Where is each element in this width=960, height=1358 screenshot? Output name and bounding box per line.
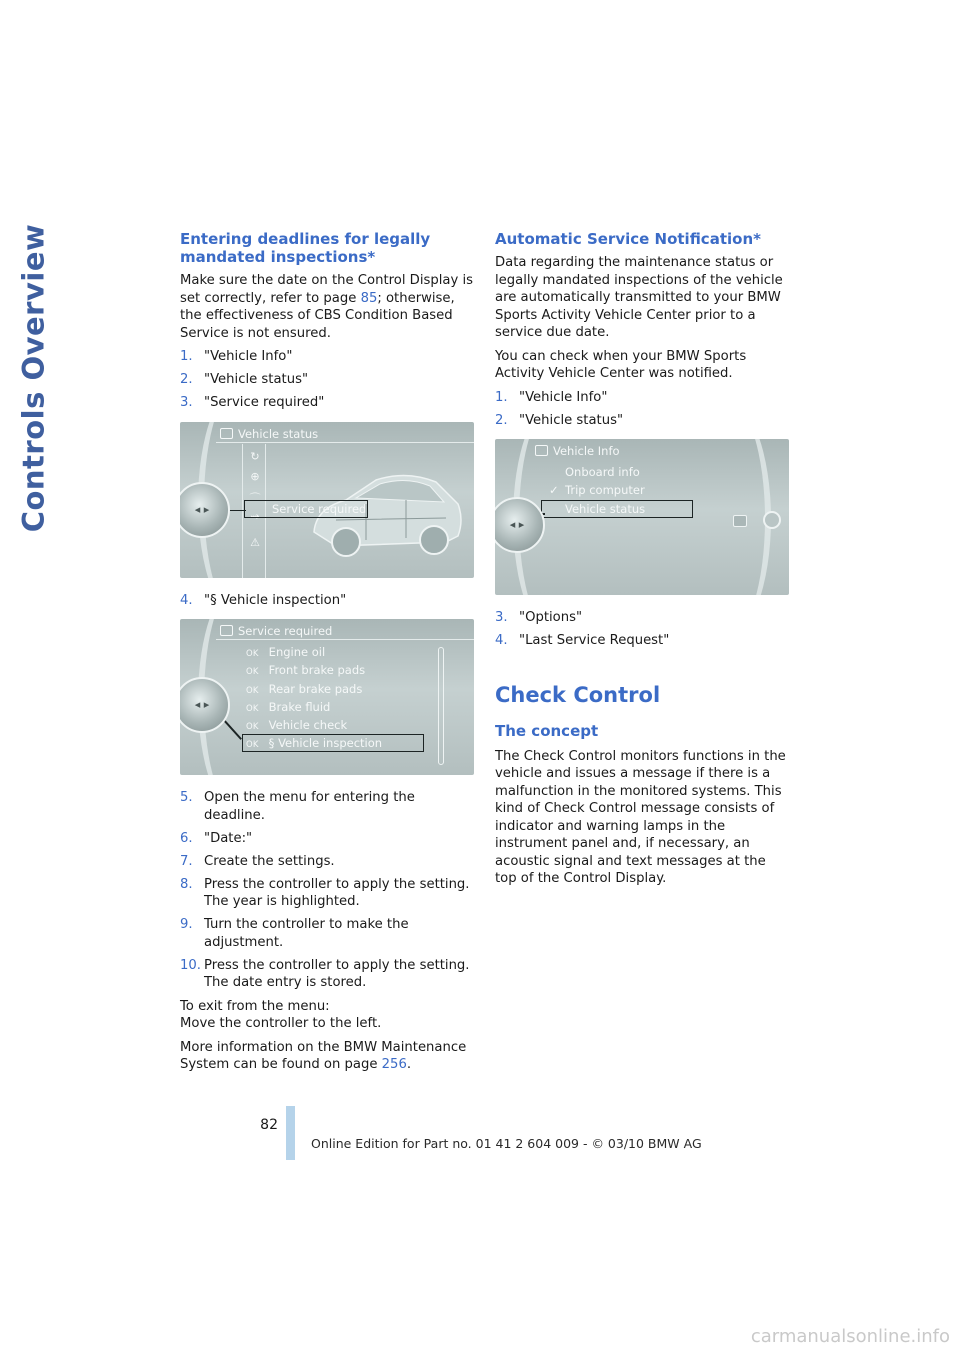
step-item xyxy=(180,916,474,951)
exit-line-1: To exit from the menu: xyxy=(180,998,330,1014)
step-item xyxy=(495,412,789,430)
knob-arrows-icon: ◂ ▸ xyxy=(194,502,210,516)
steps-list-2 xyxy=(180,592,474,610)
step-label: "Service required" xyxy=(204,395,325,410)
step-number: 6. xyxy=(180,830,193,846)
more-text-a: More information on the BMW Maintenance System can be found on page xyxy=(180,1039,467,1072)
step-label: "Last Service Request" xyxy=(519,633,670,648)
step-label: Turn the controller to make the adjustment. xyxy=(204,917,409,950)
step-label: "Vehicle status" xyxy=(519,412,624,428)
step-item xyxy=(495,632,789,650)
concept-paragraph: The Check Control monitors functions in the vehicle and issues a message if there is a malfunction in the monitored systems. This kind of Check Control message consists of indicator and warning lamps in the instrument panel and, if necessary, an acoustic signal and text messages at the top of the Control Display. xyxy=(495,748,786,886)
section-side-tab-label: Controls Overview xyxy=(16,223,51,533)
menu-icon xyxy=(220,428,233,439)
menu-item-engine-oil[interactable]: OK Engine oil xyxy=(246,645,326,659)
menu-item-onboard-info[interactable]: Onboard info xyxy=(565,465,640,479)
knob-arrows-icon: ◂ ▸ xyxy=(194,698,210,711)
left-column xyxy=(180,230,474,1080)
step-number: 1. xyxy=(495,389,508,405)
right-panel-icon xyxy=(733,515,747,527)
screenshot-vehicle-status xyxy=(180,422,474,578)
step-label: Press the controller to apply the setting. The date entry is stored. xyxy=(204,957,470,990)
step-label: "Vehicle Info" xyxy=(519,389,608,405)
step-item xyxy=(180,371,474,389)
screen-title: Service required xyxy=(238,624,333,638)
screen-title: Vehicle status xyxy=(238,426,319,441)
menu-item-trip-computer[interactable]: Trip computer xyxy=(565,483,645,497)
step-number: 5. xyxy=(180,790,193,805)
step-label: "Options" xyxy=(519,610,583,625)
steps-list-3 xyxy=(180,789,474,992)
knob-arrows-icon: ◂ ▸ xyxy=(509,518,525,531)
heading-automatic-service-notification: Automatic Service Notification* xyxy=(495,230,761,248)
step-label: "Vehicle Info" xyxy=(204,349,293,364)
screen-arc-decoration-right xyxy=(681,439,771,595)
more-text-b: . xyxy=(406,1057,412,1072)
step-item xyxy=(180,957,474,992)
service-icon: ↻ xyxy=(250,449,260,463)
step-number: 7. xyxy=(180,853,193,869)
screen-title-bar xyxy=(216,622,474,640)
menu-item-vehicle-check[interactable]: OK Vehicle check xyxy=(246,718,348,732)
oil-icon: ⌒ xyxy=(249,491,261,505)
heading-check-control: Check Control xyxy=(495,682,661,707)
step-label: "§ Vehicle inspection" xyxy=(204,592,347,608)
menu-item-brake-fluid[interactable]: OK Brake fluid xyxy=(246,700,331,714)
menu-item-front-brake-pads[interactable]: OK Front brake pads xyxy=(246,663,366,677)
screenshot-vehicle-info xyxy=(495,439,789,595)
edition-footer: Online Edition for Part no. 01 41 2 604 009 - © 03/10 BMW AG xyxy=(311,1136,702,1151)
step-label: Create the settings. xyxy=(204,853,335,869)
scrollbar xyxy=(438,647,444,765)
exit-line-2: Move the controller to the left. xyxy=(180,1016,382,1031)
screen-title-bar xyxy=(531,442,789,460)
exit-instructions xyxy=(180,998,474,1033)
heading-entering-deadlines: Entering deadlines for legally mandated inspections* xyxy=(180,230,431,266)
step-label: "Date:" xyxy=(204,830,253,846)
step-item xyxy=(180,789,474,824)
step-item xyxy=(180,830,474,848)
step-item xyxy=(495,389,789,407)
step-number: 2. xyxy=(180,372,193,387)
step-item xyxy=(495,609,789,627)
watermark: carmanualsonline.info xyxy=(750,1326,950,1347)
step-item xyxy=(180,853,474,871)
footer-accent-bar xyxy=(286,1106,295,1160)
page-number: 82 xyxy=(260,1117,278,1133)
service-notification-paragraph-1: Data regarding the maintenance status or legally mandated inspections of the vehicle are automatically transmitted to your BMW Sports Activity Vehicle Center prior to a service due date. xyxy=(495,255,783,340)
menu-item-rear-brake-pads[interactable]: OK Rear brake pads xyxy=(246,682,363,696)
step-number: 9. xyxy=(180,917,193,932)
step-label: Open the menu for entering the deadline. xyxy=(204,790,415,823)
step-number: 4. xyxy=(495,633,508,648)
screen-title-bar xyxy=(216,425,474,443)
intro-paragraph xyxy=(180,272,474,342)
step-label: Press the controller to apply the setting. The year is highlighted. xyxy=(204,876,470,909)
step-item xyxy=(180,394,474,412)
menu-item-vehicle-status[interactable]: Vehicle status xyxy=(565,502,646,516)
step-number: 10. xyxy=(180,957,201,973)
warning-icon: ⚠ xyxy=(250,535,260,549)
service-notification-paragraph-2: You can check when your BMW Sports Activity Vehicle Center was notified. xyxy=(495,348,747,381)
menu-icon xyxy=(220,625,233,636)
step-label: "Vehicle status" xyxy=(204,372,309,387)
step-item xyxy=(180,592,474,610)
step-number: 2. xyxy=(495,412,508,428)
tire-icon: ⊕ xyxy=(250,469,260,483)
right-controller-knob xyxy=(763,511,781,529)
intro-text-b: ; otherwise, the effectiveness of CBS Condition Based Service is not ensured. xyxy=(180,290,455,341)
intro-text-a: Make sure the date on the Control Display is set correctly, refer to page xyxy=(180,273,474,306)
step-item xyxy=(180,348,474,366)
menu-icon xyxy=(535,445,548,456)
menu-item-service-required[interactable]: Service required xyxy=(272,501,367,516)
steps-list-right-2 xyxy=(495,609,789,650)
step-number: 3. xyxy=(495,610,508,625)
checkmark-icon: ✓ xyxy=(549,483,559,497)
step-number: 3. xyxy=(180,395,193,410)
car-service-icon: ⇝ xyxy=(250,509,260,523)
section-side-tab xyxy=(8,223,58,533)
menu-item-vehicle-inspection[interactable]: OK § Vehicle inspection xyxy=(246,736,383,750)
heading-the-concept: The concept xyxy=(495,721,599,740)
step-number: 1. xyxy=(180,349,193,364)
screen-title: Vehicle Info xyxy=(553,444,620,458)
steps-list-1 xyxy=(180,348,474,412)
page-link-256[interactable]: 256 xyxy=(381,1057,407,1072)
steps-list-right-1 xyxy=(495,389,789,430)
step-number: 8. xyxy=(180,876,193,892)
page-link-85[interactable]: 85 xyxy=(360,290,378,306)
right-column xyxy=(495,230,789,894)
more-info-paragraph xyxy=(180,1039,474,1074)
screenshot-service-required xyxy=(180,619,474,775)
step-item xyxy=(180,876,474,911)
step-number: 4. xyxy=(180,592,193,608)
